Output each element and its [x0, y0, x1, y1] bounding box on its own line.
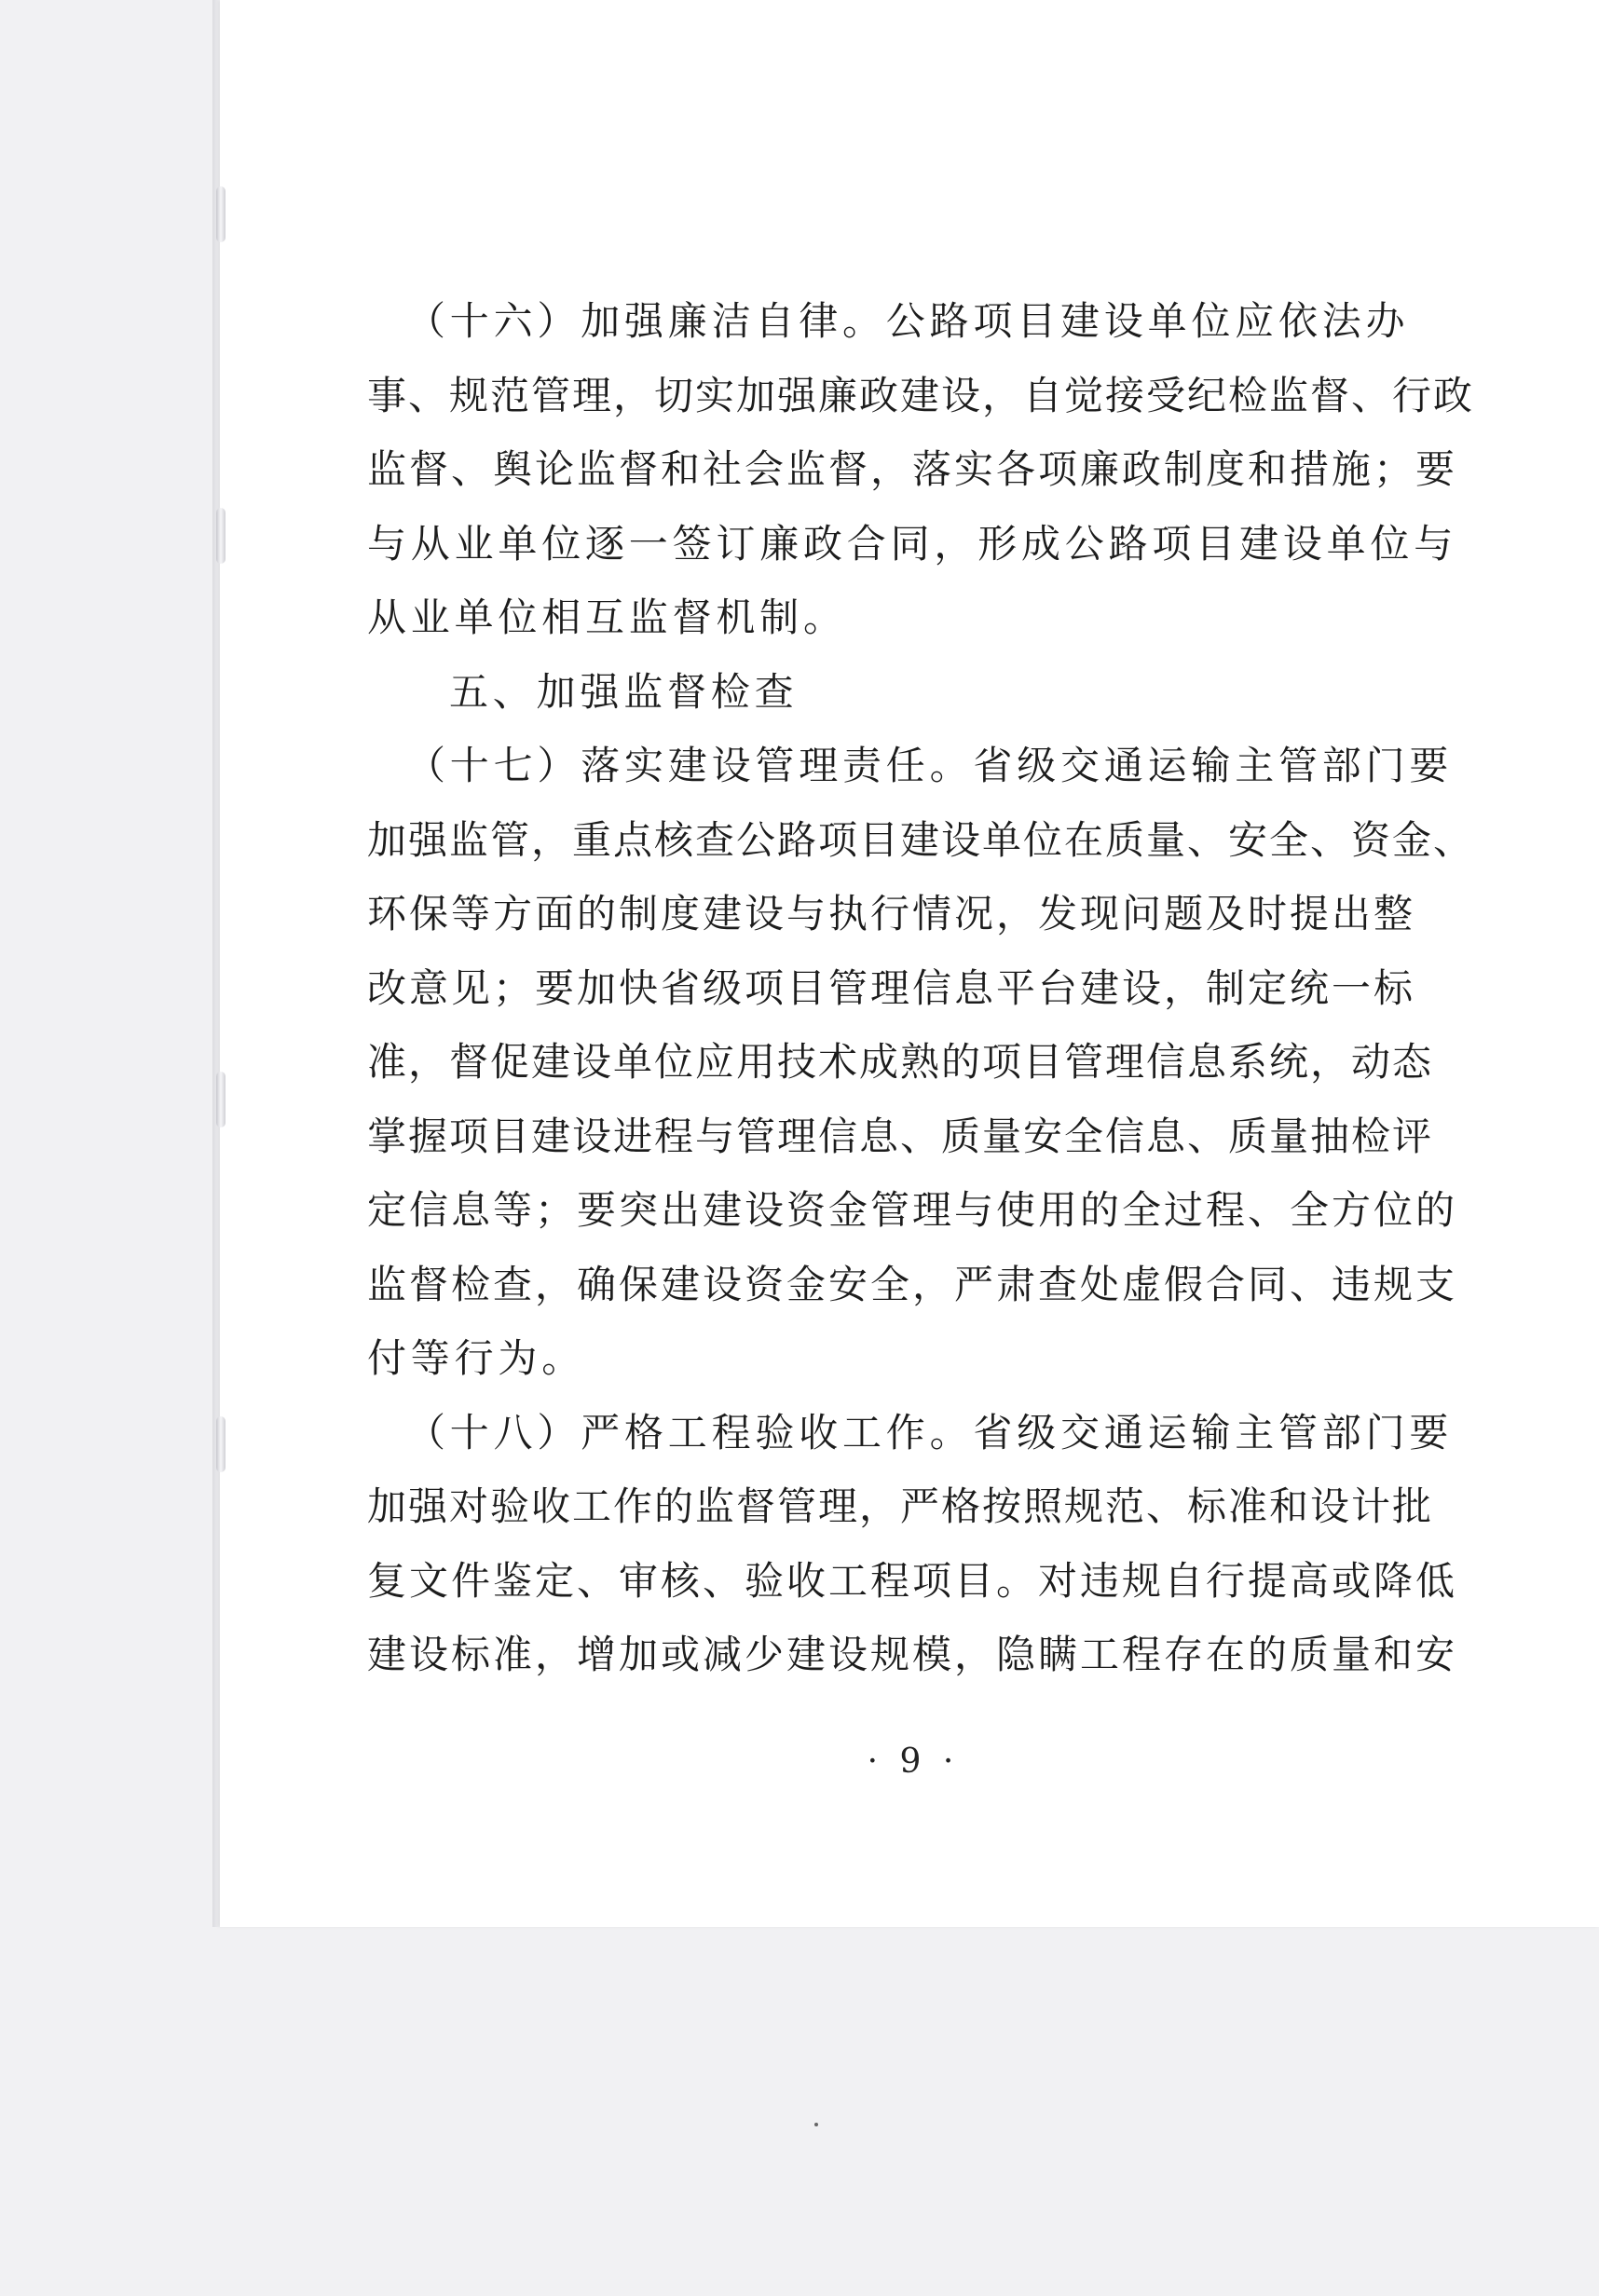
- paragraph-17-line-1: （十七）落实建设管理责任。省级交通运输主管部门要: [406, 743, 1454, 788]
- body-text: [367, 284, 1475, 1692]
- paragraph-17-line-9: 付等行为。: [367, 1335, 586, 1381]
- paragraph-17-line-8: 监督检查，确保建设资金安全，严肃查处虚假合同、违规支: [367, 1261, 1458, 1307]
- paragraph-16-line-4: 与从业单位逐一签订廉政合同，形成公路项目建设单位与: [367, 520, 1458, 567]
- paragraph-16-line-5: 从业单位相互监督机制。: [367, 594, 847, 640]
- paragraph-17-line-2: 加强监管，重点核查公路项目建设单位在质量、安全、资金、: [367, 816, 1475, 863]
- paragraph-18-line-2: 加强对验收工作的监督管理，严格按照规范、标准和设计批: [367, 1483, 1434, 1529]
- section-heading-5: 五、加强监督检查: [449, 668, 799, 715]
- paragraph-18-line-4: 建设标准，增加或减少建设规模，隐瞒工程存在的质量和安: [367, 1632, 1458, 1677]
- staple-mark: [216, 1072, 226, 1128]
- paragraph-17-line-6: 掌握项目建设进程与管理信息、质量安全信息、质量抽检评: [367, 1113, 1434, 1159]
- staple-mark: [216, 508, 226, 564]
- paragraph-17-line-3: 环保等方面的制度建设与执行情况，发现问题及时提出整: [367, 891, 1416, 936]
- page-number: · 9 ·: [867, 1742, 960, 1781]
- paragraph-18-line-3: 复文件鉴定、审核、验收工程项目。对违规自行提高或降低: [367, 1557, 1458, 1604]
- paragraph-18-line-1: （十八）严格工程验收工作。省级交通运输主管部门要: [406, 1409, 1454, 1456]
- paragraph-16-line-2: 事、规范管理，切实加强廉政建设，自觉接受纪检监督、行政: [367, 372, 1475, 418]
- paragraph-16-line-3: 监督、舆论监督和社会监督，落实各项廉政制度和措施；要: [367, 446, 1458, 492]
- paragraph-17-line-7: 定信息等；要突出建设资金管理与使用的全过程、全方位的: [367, 1187, 1458, 1233]
- staple-mark: [216, 1416, 226, 1472]
- scan-speck: [814, 2123, 818, 2126]
- paragraph-17-line-4: 改意见；要加快省级项目管理信息平台建设，制定统一标: [367, 964, 1416, 1011]
- staple-mark: [216, 186, 226, 242]
- paragraph-17-line-5: 准，督促建设单位应用技术成熟的项目管理信息系统，动态: [367, 1039, 1434, 1085]
- paragraph-16-line-1: （十六）加强廉洁自律。公路项目建设单位应依法办: [406, 298, 1410, 344]
